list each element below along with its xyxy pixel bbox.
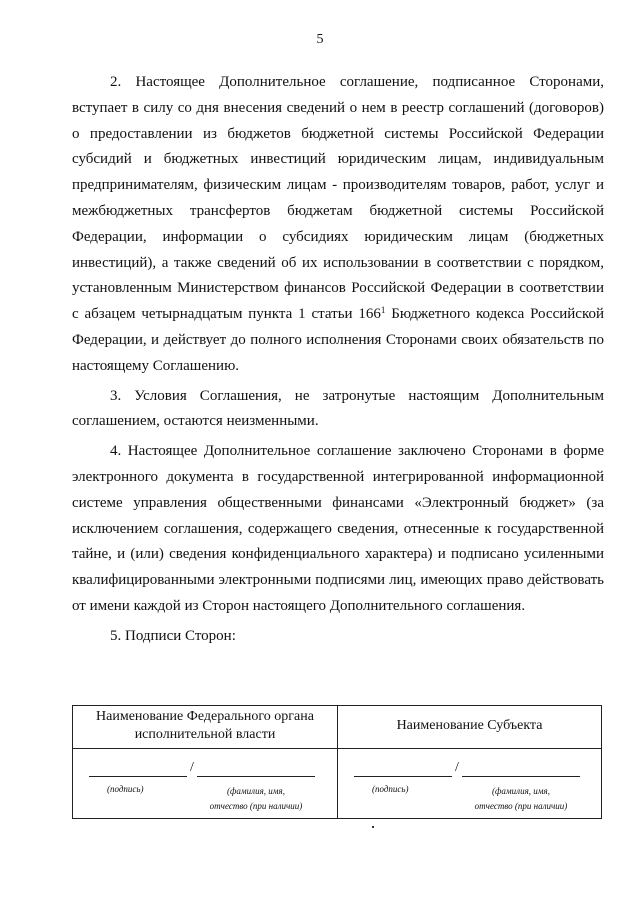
scan-mark [372, 826, 374, 828]
table-divider [73, 748, 337, 749]
page-number: 5 [316, 32, 324, 47]
slash-separator: / [190, 760, 194, 775]
document-body [72, 70, 604, 650]
name-caption-line1: (фамилия, имя, [492, 786, 550, 796]
name-line [197, 764, 315, 777]
signature-line [354, 764, 452, 777]
name-caption-line1: (фамилия, имя, [227, 786, 285, 796]
slash-separator: / [455, 760, 459, 775]
paragraph-unchanged-terms: 3. Условия Соглашения, не затронутые настоящим Дополнительным соглашением, остаются неизменными. [72, 387, 604, 430]
paragraph-electronic-form: 4. Настоящее Дополнительное соглашение заключено Сторонами в форме электронного документа в государственной интегрированной информационной системе управления общественными финансами «Электронный бюджет» (за исключением соглашения, содержащего сведения, отнесенные к государственной тайне, и (или) сведения конфиденциального характера) и подписано усиленными квалифицированными электронными подписями лиц, имеющих право действовать от имени каждой из Сторон настоящего Дополнительного соглашения. [72, 443, 604, 614]
signature-caption: (подпись) [372, 784, 409, 794]
name-caption-line2: отчество (при наличии) [474, 801, 568, 811]
subject-heading: Наименование Субъекта [396, 718, 543, 733]
name-caption-line2: отчество (при наличии) [209, 801, 303, 811]
paragraph-text-continued: Бюджетного кодекса Российской Федерации, и действует до полного исполнения Сторонами своих обязательств по настоящему Соглашению. [72, 306, 604, 374]
federal-body-heading: Наименование Федерального органа исполнительной власти [96, 709, 314, 742]
footnote-superscript: 1 [380, 305, 386, 316]
name-line [462, 764, 580, 777]
name-caption [466, 784, 576, 814]
signature-column-subject [338, 706, 601, 818]
paragraph-entry-into-force [72, 70, 604, 380]
paragraph-signatures-heading: 5. Подписи Сторон: [110, 627, 236, 644]
signature-caption: (подпись) [107, 784, 144, 794]
table-divider [338, 748, 601, 749]
signature-table [72, 705, 602, 819]
paragraph-text: 2. Настоящее Дополнительное соглашение, подписанное Сторонами, вступает в силу со дня внесения сведений о нем в реестр соглашений (договоров) о предоставлении из бюджетов бюджетной системы Российской Федерации субсидий и бюджетных инвестиций юридическим лицам, индивидуальным предпринимателям, физическим лицам - производителям товаров, работ, услуг и межбюджетных трансфертов бюджетам бюджетной системы Российской Федерации, информации о субсидиях юридическим лицам (бюджетных инвестиций), а также сведений об их использовании в соответствии с порядком, установленным Министерством финансов Российской Федерации в соответствии с абзацем четырнадцатым пункта 1 статьи 166 [72, 74, 604, 323]
name-caption [201, 784, 311, 814]
signature-line [89, 764, 187, 777]
signature-column-federal-body [73, 706, 338, 818]
